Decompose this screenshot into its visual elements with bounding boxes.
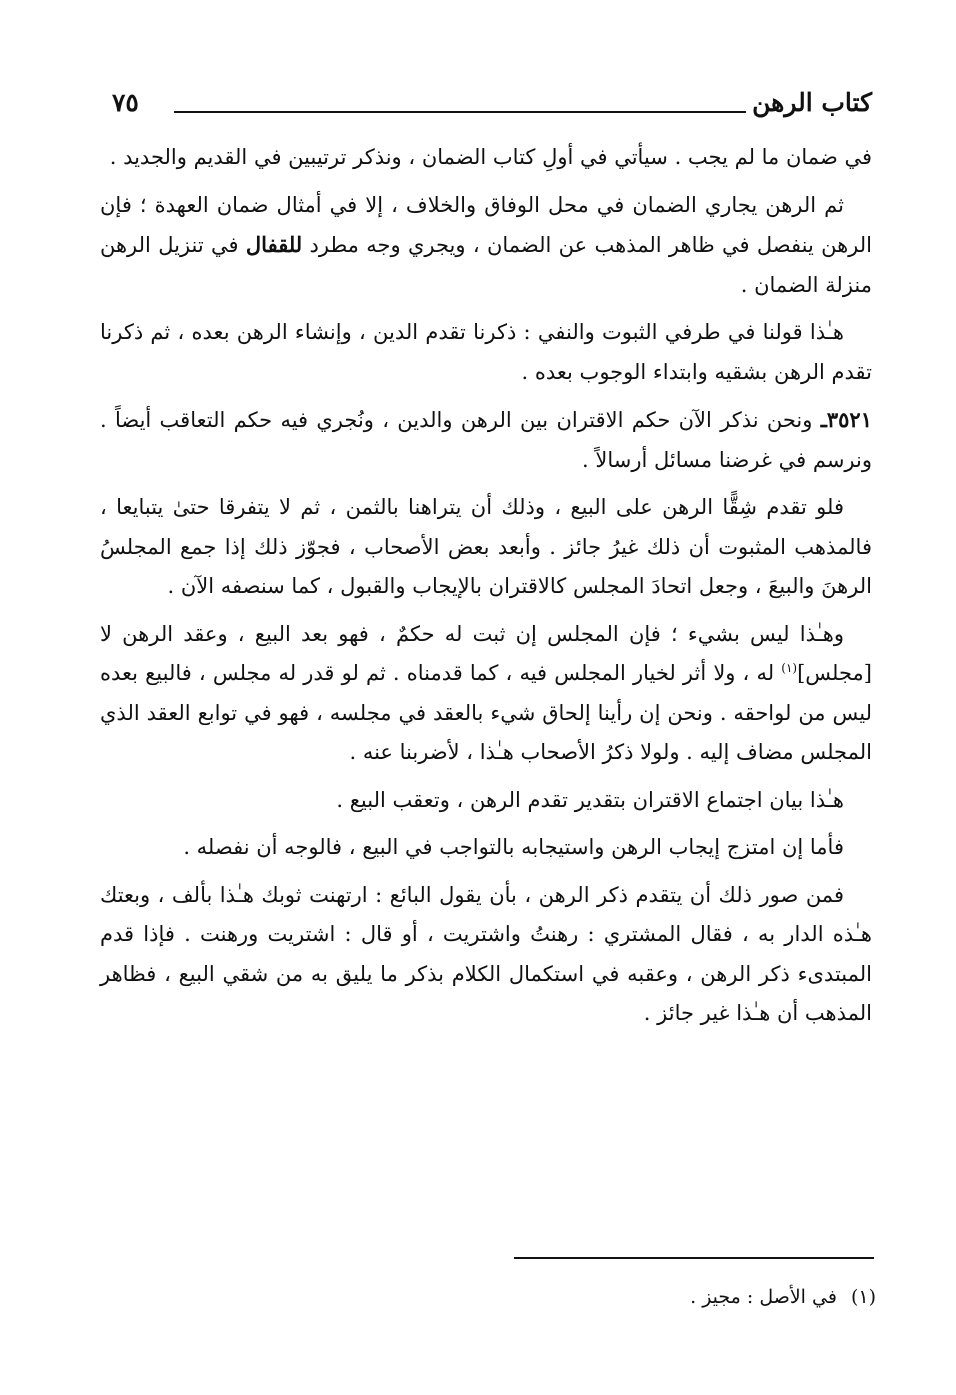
running-header xyxy=(112,88,872,128)
paragraph-6-text-a: وهـٰذا ليس بشيء ؛ فإن المجلس إن ثبت له حكمٌ ، فهو بعد البيع ، وعقد الرهن لا [مجلس] xyxy=(100,621,872,685)
paragraph-3-text: هـٰذا قولنا في طرفي الثبوت والنفي : ذكرنا تقدم الدين ، وإنشاء الرهن بعده ، ثم ذكرنا تقدم الرهن بشقيه وابتداء الوجوب بعده . xyxy=(100,320,872,384)
paragraph-2 xyxy=(100,186,872,306)
footnote xyxy=(690,1286,876,1308)
chapter-title: كتاب الرهن xyxy=(752,88,872,117)
paragraph-1-text: في ضمان ما لم يجب . سيأتي في أولِ كتاب الضمان ، ونذكر ترتيبين في القديم والجديد . xyxy=(109,145,872,169)
paragraph-9 xyxy=(100,876,872,1034)
paragraph-6 xyxy=(100,615,872,773)
paragraph-1 xyxy=(100,138,872,178)
footnote-reference: (١) xyxy=(781,661,798,675)
paragraph-5 xyxy=(100,488,872,607)
paragraph-6-text-b: له ، ولا أثر لخيار المجلس فيه ، كما قدمناه . ثم لو قدر له مجلس ، فالبيع بعده ليس من لواحقه . ونحن إن رأينا إلحاق شيء بالعقد في مجلسه ، فهو في توابع العقد الذي المجلس مضاف إليه . ولولا ذكرُ الأصحاب هـٰذا ، لأضربنا عنه . xyxy=(100,661,872,764)
footnote-number: (١) xyxy=(850,1286,876,1308)
paragraph-3 xyxy=(100,313,872,392)
paragraph-7 xyxy=(100,781,872,821)
paragraph-4 xyxy=(100,400,872,480)
footnote-text: في الأصل : مجيز . xyxy=(690,1286,837,1308)
paragraph-5-text: فلو تقدم شِقًّا الرهن على البيع ، وذلك أن يتراهنا بالثمن ، ثم لا يتفرقا حتىٰ يتبايعا ، فالمذهب المثبوت أن ذلك غيرُ جائز . وأبعد بعض الأصحاب ، فجوّز ذلك إذا جمع المجلسُ الرهنَ والبيعَ ، وجعل اتحادَ المجلس كالاقتران بالإيجاب والقبول ، كما سنصفه الآن . xyxy=(100,495,872,598)
header-rule xyxy=(174,111,746,113)
paragraph-4-text: ونحن نذكر الآن حكم الاقتران بين الرهن والدين ، ونُجري فيه حكم التعاقب أيضاً . ونرسم في غرضنا مسائل أرسالاً . xyxy=(100,408,872,472)
paragraph-9-text: فمن صور ذلك أن يتقدم ذكر الرهن ، بأن يقول البائع : ارتهنت ثوبك هـٰذا بألف ، وبعتك هـٰذه الدار به ، فقال المشتري : رهنتُ واشتريت ، أو قال : اشتريت ورهنت . فإذا قدم المبتدىء ذكر الرهن ، وعقبه في استكمال الكلام بذكر ما يليق به من شقي البيع ، فظاهر المذهب أن هـٰذا غير جائز . xyxy=(100,882,872,1025)
body-text xyxy=(100,138,872,1042)
page-number: ٧٥ xyxy=(112,88,139,117)
paragraph-7-text: هـٰذا بيان اجتماع الاقتران بتقدير تقدم الرهن ، وتعقب البيع . xyxy=(336,787,844,812)
paragraph-2-text-a: ثم الرهن يجاري الضمان في محل الوفاق والخلاف ، إلا في أمثال ضمان العهدة ؛ فإن الرهن ينفصل في ظاهر المذهب عن الضمان ، ويجري وجه مطرد xyxy=(100,192,873,257)
scholar-name: للقفال xyxy=(245,232,303,257)
footnote-rule xyxy=(514,1257,874,1259)
paragraph-8-text: فأما إن امتزج إيجاب الرهن واستيجابه بالتواجب في البيع ، فالوجه أن نفصله . xyxy=(183,835,844,859)
paragraph-2-text-b: في تنزيل الرهن منزلة الضمان . xyxy=(100,233,872,297)
paragraph-8 xyxy=(100,828,872,868)
issue-number: ٣٥٢١ـ xyxy=(820,407,872,432)
